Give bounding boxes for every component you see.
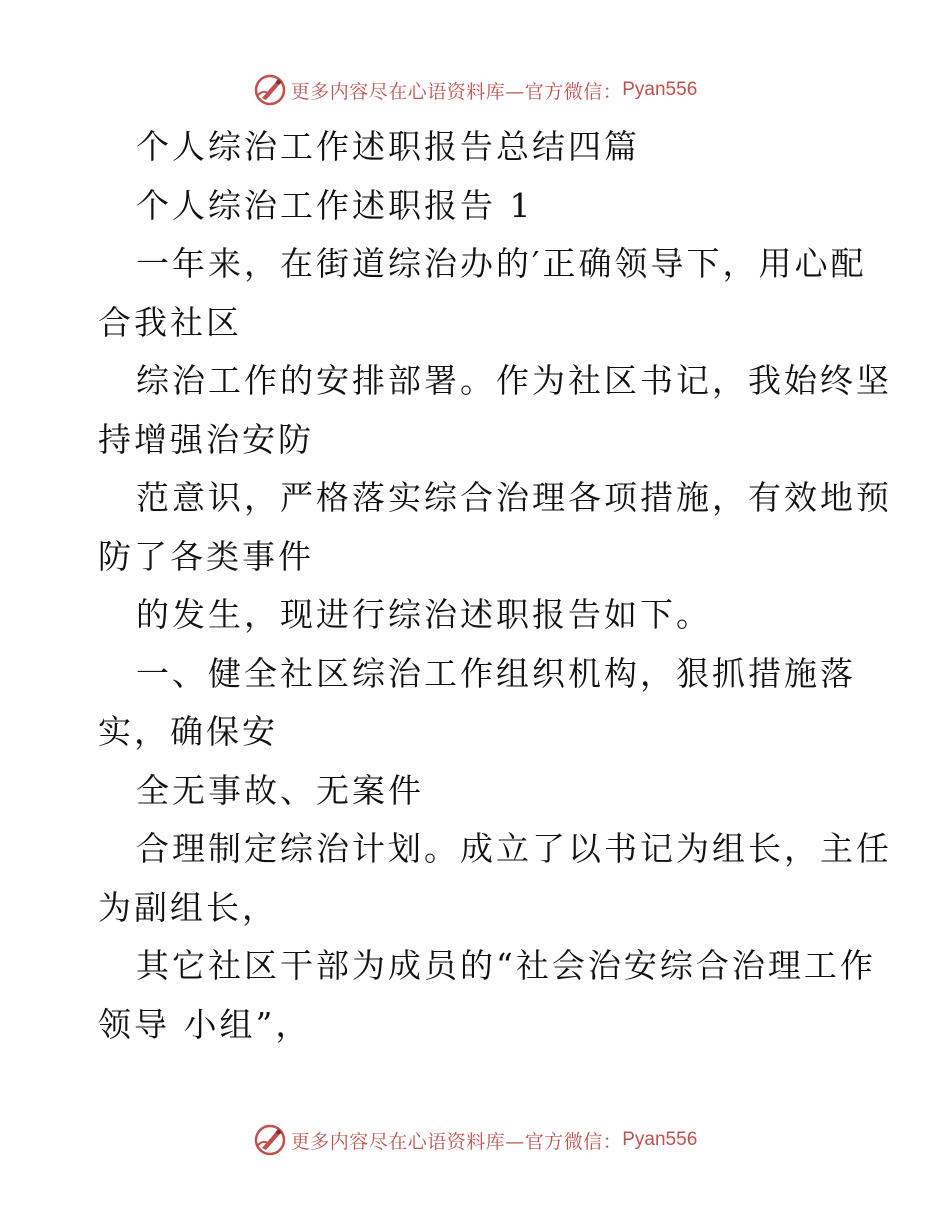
header-banner <box>0 70 950 110</box>
doc-title: 个人综治工作述职报告总结四篇 <box>136 127 640 166</box>
banner-text: 更多内容尽在心语资料库—官方微信： <box>290 80 623 103</box>
pen-logo-icon <box>253 1123 287 1157</box>
banner-wechat-id: Pyan556 <box>622 79 698 100</box>
paragraph-line: 范意识，严格落实综合治理各项措施，有效地预 <box>136 478 892 517</box>
paragraph-line: 其它社区干部为成员的“社会治安综合治理工作 <box>136 946 876 985</box>
paragraph-line: 持增强治安防 <box>98 419 314 459</box>
paragraph-line: 合理制定综治计划。成立了以书记为组长，主任 <box>136 829 892 868</box>
pen-logo-icon <box>253 73 287 107</box>
paragraph-line: 领导 小组”， <box>98 1004 312 1044</box>
paragraph-line: 实，确保安 <box>98 712 278 751</box>
paragraph-line: 防了各类事件 <box>98 536 314 576</box>
paragraph-line: 的发生，现进行综治述职报告如下。 <box>136 595 712 634</box>
section-heading: 一、健全社区综治工作组织机构，狠抓措施落 <box>136 653 856 693</box>
banner-text: 更多内容尽在心语资料库—官方微信： <box>290 1130 623 1153</box>
paragraph-line: 综治工作的安排部署。作为社区书记，我始终坚 <box>136 361 892 400</box>
document-body <box>98 118 892 1054</box>
paragraph-line: 合我社区 <box>98 302 242 342</box>
paragraph-line: 全无事故、无案件 <box>136 770 424 810</box>
paragraph-line: 一年来，在街道综治办的′正确领导下，用心配 <box>136 244 867 283</box>
banner-wechat-id: Pyan556 <box>622 1129 698 1150</box>
doc-subtitle: 个人综治工作述职报告 1 <box>136 185 534 225</box>
footer-banner <box>0 1120 950 1160</box>
paragraph-line: 为副组长， <box>98 887 278 927</box>
